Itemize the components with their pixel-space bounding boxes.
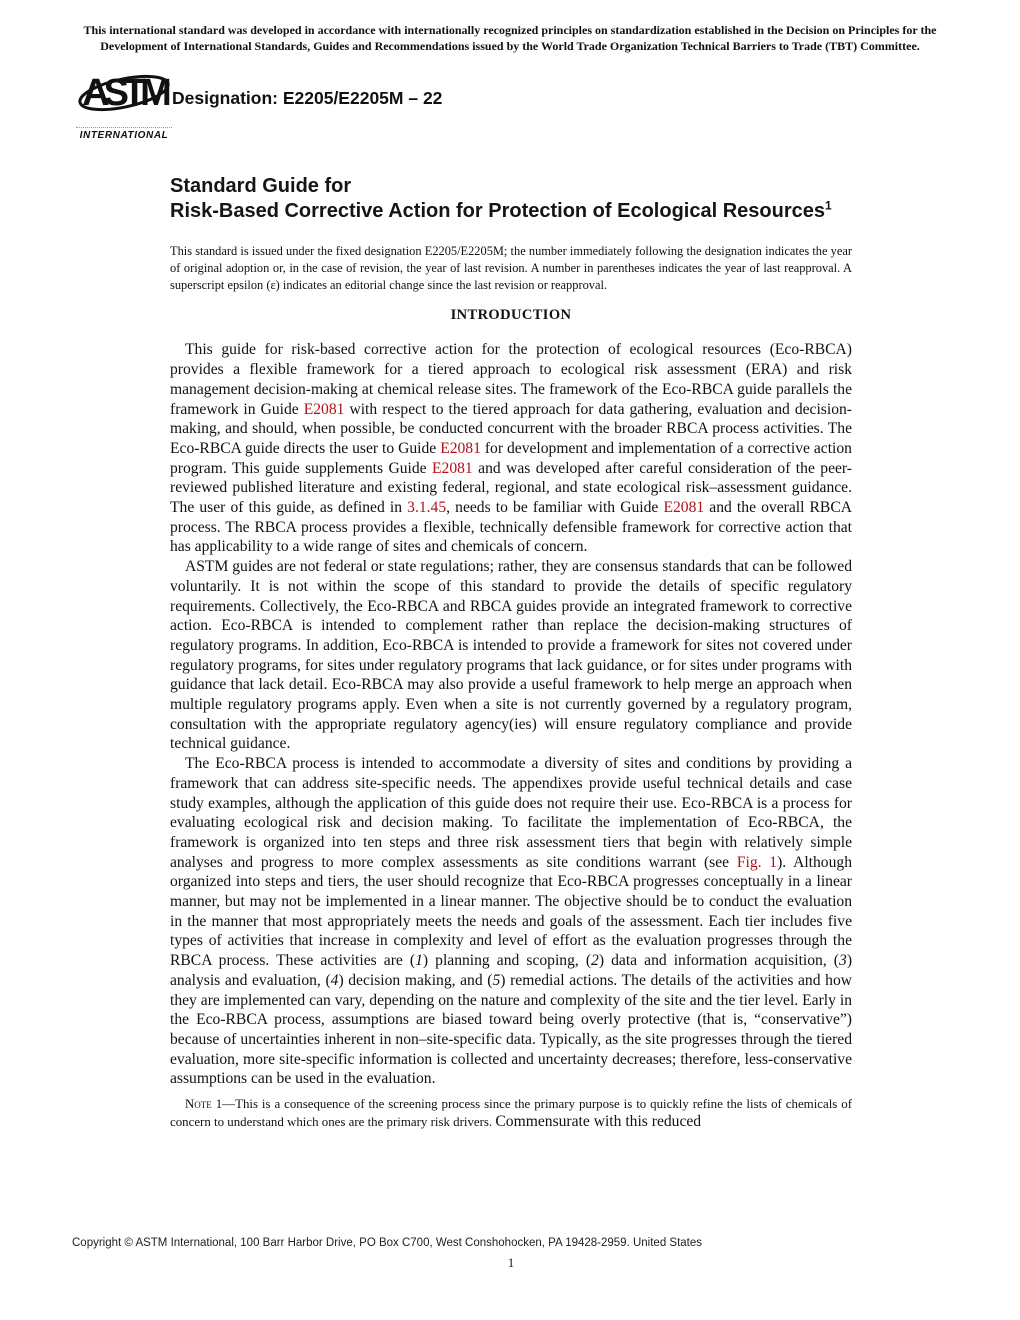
text-segment: ) analysis and evaluation, (: [170, 952, 853, 989]
note-1: [170, 1096, 852, 1131]
text-segment: , needs to be familiar with Guide: [446, 499, 664, 517]
astm-international-label: INTERNATIONAL: [76, 127, 172, 141]
title-footnote-marker: 1: [824, 198, 832, 213]
svg-text:ASTM: ASTM: [82, 72, 166, 114]
reference-link[interactable]: E2081: [303, 400, 345, 418]
text-segment: 4: [330, 971, 339, 989]
text-segment: ) remedial actions. The details of the activities and how they are implemented can vary, depending on the nature and complexity of the site and the tier level. Early in the Eco-RBCA process, assumptions are biased toward being overly protective (that is, “conservative”) because of uncertainties inherent in non–site-specific data. Typically, as the site progresses through the tiered evaluation, more site-specific information is collected and uncertainty decreases; therefore, less-conservative assumptions can be used in the evaluation.: [170, 971, 852, 1088]
text-segment: 3: [839, 952, 847, 970]
text-segment: with respect to the tiered approach for data gathering, evaluation and decision-making, and should, when possible, be conducted concurrent with the broader RBCA process activities. The Eco-RBCA guide directs the user to Guide: [170, 400, 852, 457]
text-segment: ) data and information acquisition, (: [598, 952, 840, 970]
designation: Designation: E2205/E2205M – 22: [172, 88, 443, 108]
title-kicker: Standard Guide for: [170, 175, 352, 197]
copyright-line: Copyright © ASTM International, 100 Barr Harbor Drive, PO Box C700, West Conshohocken, PA 19428-2959. United States: [72, 1237, 703, 1249]
text-segment: Commensurate with this reduced: [495, 1113, 702, 1131]
reference-link[interactable]: Fig. 1: [736, 853, 778, 871]
text-segment: 5: [492, 971, 501, 989]
main-column: [170, 174, 852, 1131]
intro-paragraph-3: [170, 754, 852, 1089]
astm-logo-icon: [76, 60, 172, 122]
reference-link[interactable]: E2081: [663, 499, 705, 517]
title-main: Risk-Based Corrective Action for Protection of Ecological Resources$^1$: [170, 198, 832, 222]
introduction-body: [170, 340, 852, 1131]
reference-link[interactable]: 3.1.45: [407, 499, 447, 517]
text-segment: and the overall RBCA process. The RBCA process provides a flexible, technically defensible framework for corrective action that has applicability to a wide range of sites and chemicals of concern.: [170, 499, 852, 556]
text-segment: ) planning and scoping, (: [422, 952, 592, 970]
text-segment: ). Although organized into steps and tiers, the user should recognize that Eco-RBCA progresses conceptually in a linear manner, but may not be implemented in a linear manner. The objective should be to conduct the evaluation in the manner that most appropriately meets the needs and goals of the assessment. Each tier includes five types of activities that increase in complexity and level of effort as the evaluation progresses through the RBCA process. These activities are (: [170, 853, 852, 970]
text-segment: for development and implementation of a corrective action program. This guide supplements Guide: [170, 439, 852, 477]
text-segment: ) decision making, and (: [338, 971, 493, 989]
text-segment: Note 1—: [185, 1097, 236, 1112]
text-segment: This is a consequence of the screening process since the primary purpose is to quickly refine the lists of chemicals of concern to understand which ones are the primary risk drivers.: [170, 1097, 852, 1130]
astm-logo: [76, 60, 172, 141]
reference-link[interactable]: E2081: [440, 439, 481, 457]
text-segment: This guide for risk-based corrective action for the protection of ecological resources (Eco-RBCA) provides a flexible framework for a tiered approach to ecological risk assessment (ERA) and risk management decision-making at chemical release sites. The framework of the Eco-RBCA guide parallels the framework in Guide: [170, 341, 852, 418]
intro-paragraph-1: [170, 340, 852, 557]
standard-title: [170, 174, 838, 224]
tbt-committee-notice: This international standard was developed in accordance with internationally recognized principles on standardization established in the Decision on Principles for the Development of International Standards, Guides and Recommendations issued by the World Trade Organization Technical Barriers to Trade (TBT) Committee.: [83, 23, 937, 53]
text-segment: 1: [415, 952, 423, 970]
page-number: 1: [507, 1256, 515, 1270]
introduction-heading: INTRODUCTION: [450, 307, 572, 324]
intro-paragraph-2: [170, 557, 852, 754]
reference-link[interactable]: E2081: [432, 459, 473, 477]
text-segment: The Eco-RBCA process is intended to accommodate a diversity of sites and conditions by providing a framework that can address site-specific needs. The appendixes provide useful technical details and case study examples, although the application of this guide does not require their use. Eco-RBCA is a process for evaluating ecological risk and decision making. To facilitate the implementation of Eco-RBCA, the framework is organized into ten steps and three risk assessment tiers that begin with relatively simple analyses and progress to more complex assessments as site conditions warrant (see: [170, 755, 852, 871]
text-segment: 2: [591, 952, 599, 970]
text-segment: ASTM guides are not federal or state regulations; rather, they are consensus standards that can be followed voluntarily. It is not within the scope of this standard to provide the details of specific regulatory requirements. Collectively, the Eco-RBCA and RBCA guides provide an integrated framework to corrective action. Eco-RBCA is intended to complement rather than replace the decision-making structures of regulatory programs. In addition, Eco-RBCA is intended to provide a framework for sites not covered under regulatory programs, for sites under regulatory programs that lack guidance, or for sites under programs with guidance that lack detail. Eco-RBCA may also provide a useful framework to help merge an approach when multiple regulatory programs apply. Even when a site is not currently governed by a regulatory program, consultation with the appropriate regulatory agency(ies) will ensure regulatory compliance and provide technical guidance.: [170, 558, 852, 753]
issuance-note: This standard is issued under the fixed designation E2205/E2205M; the number immediately following the designation indicates the year of original adoption or, in the case of revision, the year of last revision. A number in parentheses indicates the year of last reapproval. A superscript epsilon (ε) indicates an editorial change since the last revision or reapproval.: [170, 244, 852, 292]
text-segment: and was developed after careful consideration of the peer-reviewed published literature and existing federal, regional, and state ecological risk–assessment guidance. The user of this guide, as defined in: [170, 459, 852, 517]
